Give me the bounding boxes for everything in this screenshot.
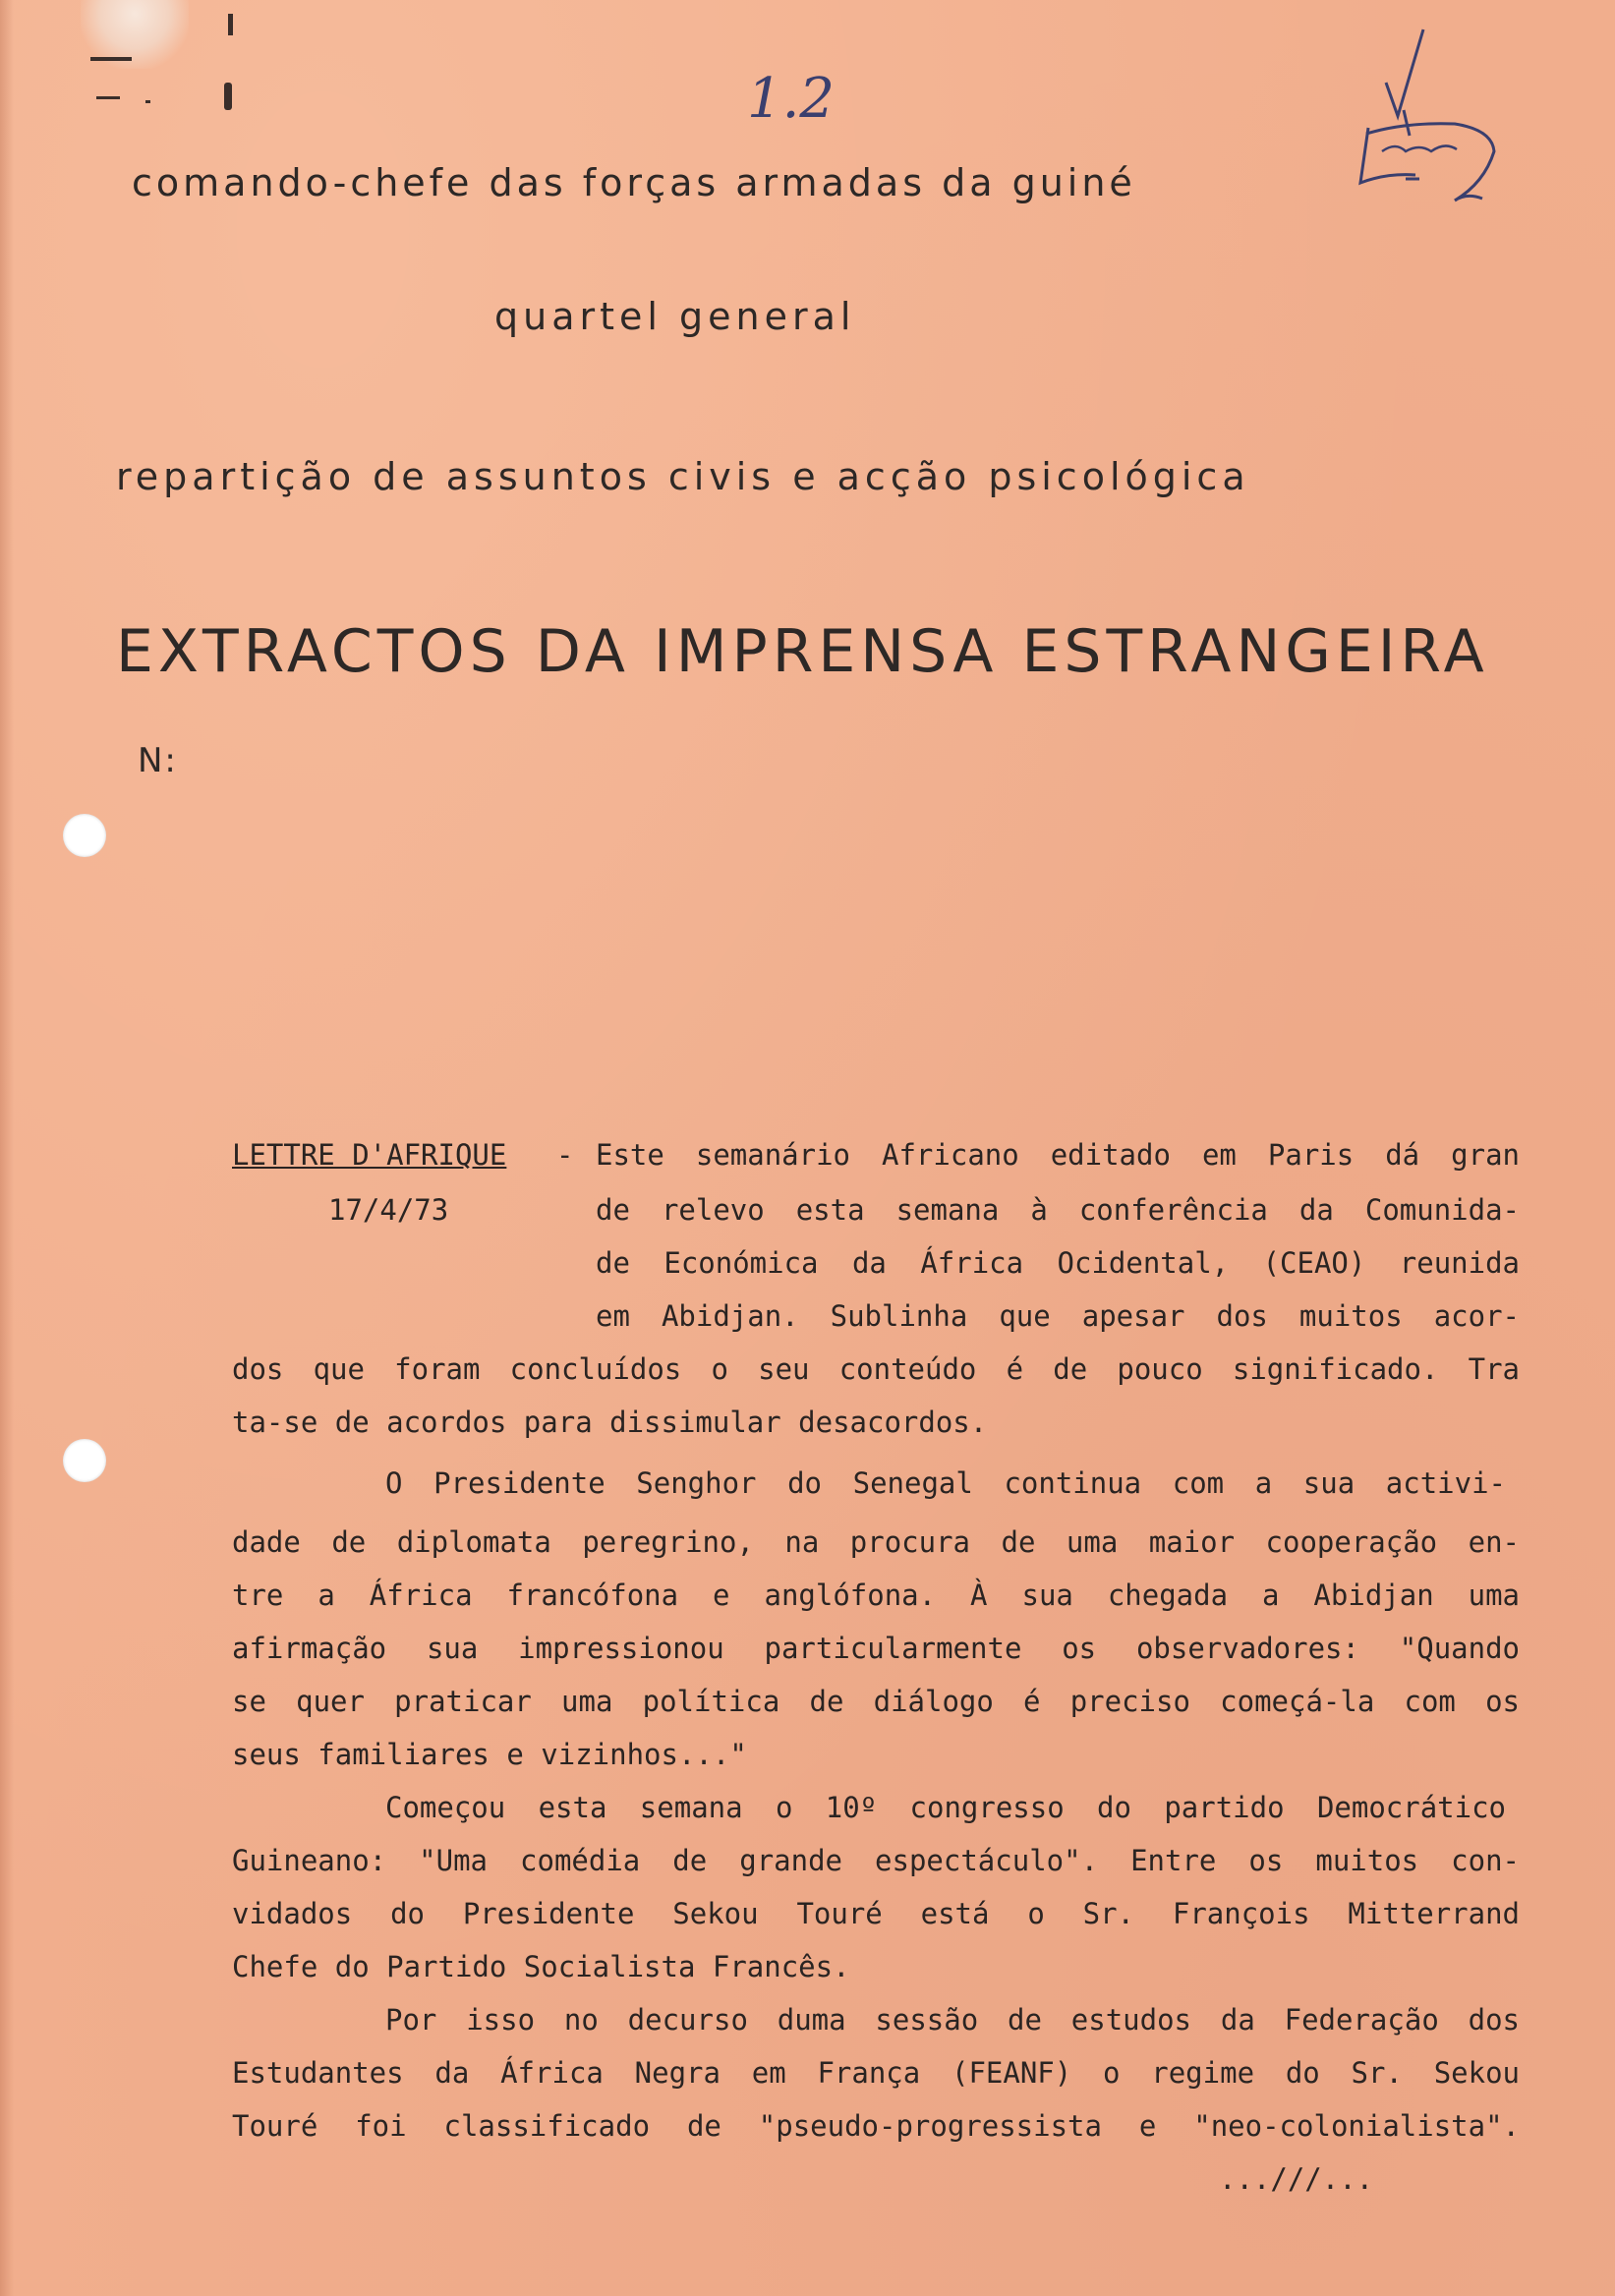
- header-hq: quartel general: [494, 295, 856, 338]
- punch-hole-top: [63, 814, 106, 857]
- source-date: 17/4/73: [328, 1193, 449, 1227]
- punch-hole-bottom: [63, 1439, 106, 1482]
- body-line-text: Por isso no decurso duma sessão de estudos da Federação dos: [385, 2003, 1520, 2037]
- handwritten-page-number: 1.2: [747, 67, 836, 131]
- body-line: vidados do Presidente Sekou Touré está o Sr. François Mitterrand: [232, 1897, 1520, 1930]
- source-separator: -: [556, 1138, 574, 1172]
- body-line: [385, 1466, 1506, 1500]
- ink-mark: [90, 57, 132, 61]
- paper-edge-shadow: [0, 0, 14, 2296]
- handwritten-initials: [1347, 26, 1514, 212]
- body-line: Este semanário Africano editado em Paris dá gran: [596, 1138, 1520, 1172]
- body-line: Touré foi classificado de "pseudo-progressista e "neo-colonialista".: [232, 2109, 1520, 2143]
- ink-mark: [228, 14, 233, 35]
- body-line-text: Começou esta semana o 10º congresso do partido Democrático: [385, 1791, 1506, 1824]
- body-line: [385, 1791, 1506, 1824]
- body-line-text: O Presidente Senghor do Senegal continua com a sua activi-: [385, 1466, 1506, 1500]
- ink-mark: [145, 100, 150, 103]
- body-line: [385, 2003, 1520, 2037]
- document-title: EXTRACTOS DA IMPRENSA ESTRANGEIRA: [116, 617, 1489, 686]
- body-line: de relevo esta semana à conferência da Comunida-: [596, 1193, 1520, 1227]
- body-line: Guineano: "Uma comédia de grande espectáculo". Entre os muitos con-: [232, 1844, 1520, 1877]
- header-department: repartição de assuntos civis e acção psicológica: [116, 455, 1250, 498]
- body-line: Estudantes da África Negra em França (FEANF) o regime do Sr. Sekou: [232, 2056, 1520, 2090]
- header-command: comando-chefe das forças armadas da guiné: [132, 161, 1136, 204]
- body-line: afirmação sua impressionou particularmente os observadores: "Quando: [232, 1632, 1520, 1665]
- body-line: seus familiares e vizinhos...": [232, 1738, 747, 1771]
- ink-mark: [224, 83, 232, 110]
- number-label: N:: [138, 741, 178, 780]
- body-line: em Abidjan. Sublinha que apesar dos muitos acor-: [596, 1299, 1520, 1333]
- body-line: se quer praticar uma política de diálogo é preciso começá-la com os: [232, 1685, 1520, 1718]
- body-line: dos que foram concluídos o seu conteúdo é de pouco significado. Tra: [232, 1352, 1520, 1386]
- body-line: ta-se de acordos para dissimular desacordos.: [232, 1406, 988, 1439]
- continuation-mark: ...///...: [1219, 2162, 1374, 2196]
- body-line: tre a África francófona e anglófona. À sua chegada a Abidjan uma: [232, 1578, 1520, 1612]
- body-line: de Económica da África Ocidental, (CEAO) reunida: [596, 1246, 1520, 1280]
- body-line: Chefe do Partido Socialista Francês.: [232, 1950, 850, 1983]
- ink-mark: [96, 96, 120, 99]
- source-name: LETTRE D'AFRIQUE: [232, 1138, 507, 1172]
- body-line: dade de diplomata peregrino, na procura de uma maior cooperação en-: [232, 1525, 1520, 1559]
